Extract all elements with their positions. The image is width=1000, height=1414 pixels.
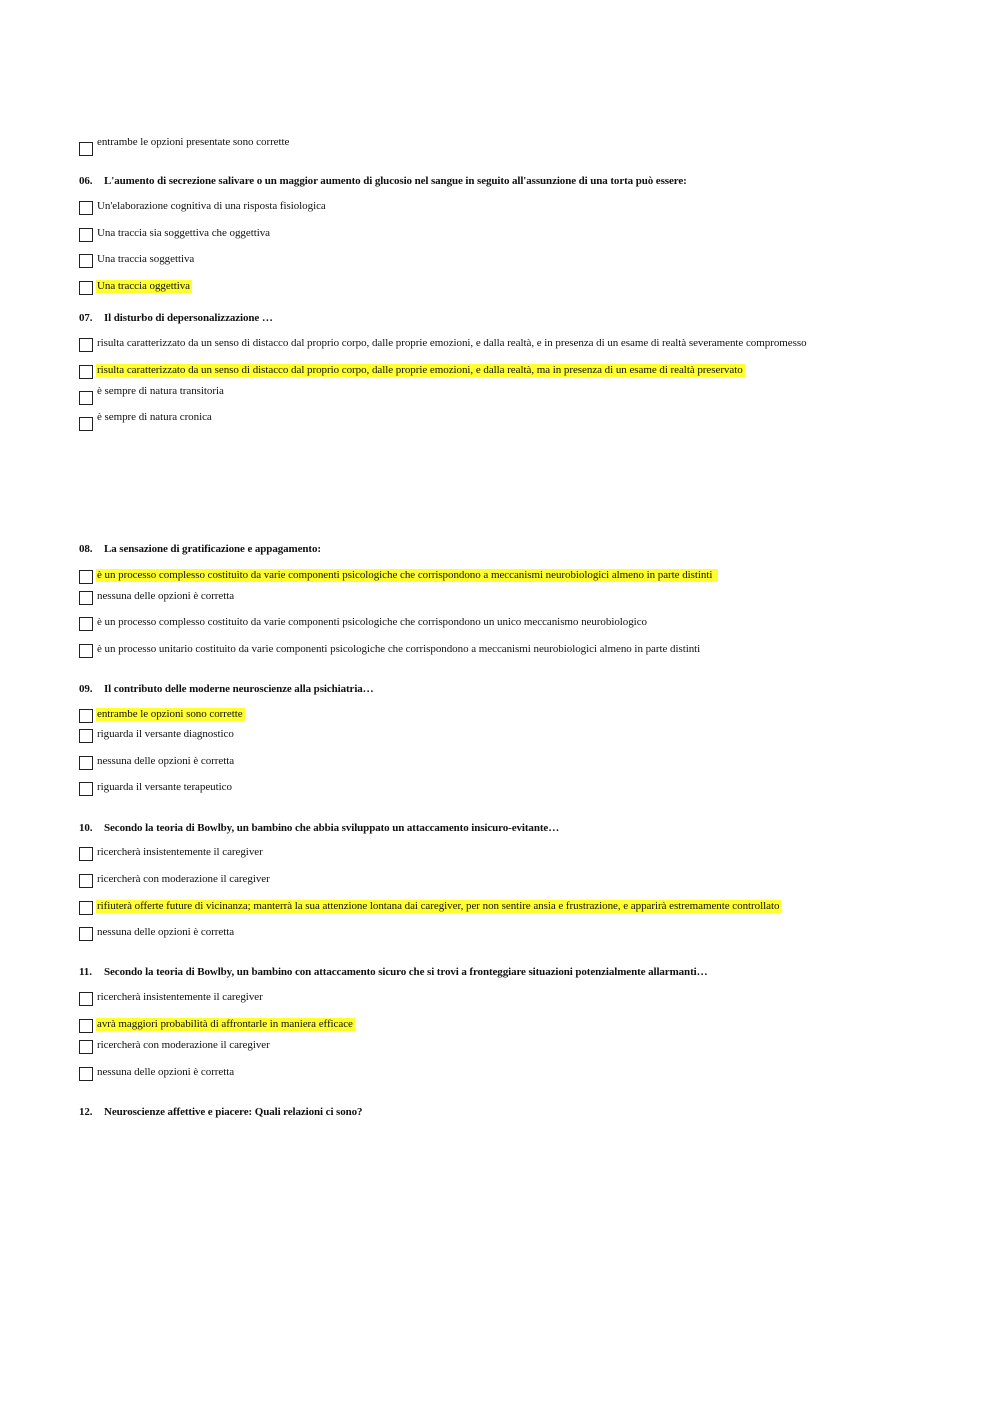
checkbox[interactable] bbox=[79, 142, 93, 156]
checkbox[interactable] bbox=[79, 1040, 93, 1054]
question-07 bbox=[79, 312, 273, 324]
question-text: L'aumento di secrezione salivare o un maggior aumento di glucosio nel sangue in seguito all'assunzione di una torta può essere: bbox=[104, 175, 687, 187]
checkbox[interactable] bbox=[79, 281, 93, 295]
checkbox[interactable] bbox=[79, 228, 93, 242]
option-label: Un'elaborazione cognitiva di una risposta fisiologica bbox=[97, 200, 326, 212]
option-label: riguarda il versante terapeutico bbox=[97, 781, 232, 793]
question-number: 07. bbox=[79, 312, 93, 324]
checkbox[interactable] bbox=[79, 338, 93, 352]
question-number: 11. bbox=[79, 966, 92, 978]
option-label: risulta caratterizzato da un senso di distacco dal proprio corpo, dalle proprie emozioni, e dalla realtà, e in presenza di un esame di realtà severamente compromesso bbox=[97, 337, 807, 349]
option-label-highlighted: risulta caratterizzato da un senso di distacco dal proprio corpo, dalle proprie emozioni, e dalla realtà, ma in presenza di un esame di realtà preservato bbox=[97, 364, 743, 376]
question-11 bbox=[79, 966, 708, 978]
question-text: Secondo la teoria di Bowlby, un bambino che abbia sviluppato un attaccamento insicuro-evitante… bbox=[104, 822, 560, 834]
checkbox[interactable] bbox=[79, 927, 93, 941]
question-number: 12. bbox=[79, 1106, 93, 1118]
option-label: ricercherà insistentemente il caregiver bbox=[97, 991, 263, 1003]
question-number: 09. bbox=[79, 683, 93, 695]
option-label: Una traccia sia soggettiva che oggettiva bbox=[97, 227, 271, 239]
option-label-highlighted: avrà maggiori probabilità di affrontarle in maniera efficace bbox=[97, 1018, 353, 1030]
checkbox[interactable] bbox=[79, 756, 93, 770]
checkbox[interactable] bbox=[79, 365, 93, 379]
question-12 bbox=[79, 1106, 362, 1118]
question-10 bbox=[79, 822, 559, 834]
option-label: nessuna delle opzioni è corretta bbox=[97, 926, 235, 938]
checkbox[interactable] bbox=[79, 591, 93, 605]
checkbox[interactable] bbox=[79, 847, 93, 861]
option-label-highlighted: entrambe le opzioni sono corrette bbox=[97, 708, 243, 720]
option-label: è sempre di natura transitoria bbox=[97, 385, 224, 397]
question-08 bbox=[79, 543, 321, 555]
question-09 bbox=[79, 683, 374, 695]
option-label: nessuna delle opzioni è corretta bbox=[97, 590, 235, 602]
question-text: Neuroscienze affettive e piacere: Quali relazioni ci sono? bbox=[104, 1106, 363, 1118]
checkbox[interactable] bbox=[79, 570, 93, 584]
option-label: nessuna delle opzioni è corretta bbox=[97, 1066, 235, 1078]
checkbox[interactable] bbox=[79, 617, 93, 631]
checkbox[interactable] bbox=[79, 1019, 93, 1033]
question-text: Il contributo delle moderne neuroscienze alla psichiatria… bbox=[104, 683, 374, 695]
checkbox[interactable] bbox=[79, 417, 93, 431]
question-text: Secondo la teoria di Bowlby, un bambino con attaccamento sicuro che si trovi a fronteggiare situazioni potenzialmente allarmanti… bbox=[104, 966, 708, 978]
option-label: ricercherà con moderazione il caregiver bbox=[97, 873, 270, 885]
question-number: 08. bbox=[79, 543, 93, 555]
question-number: 10. bbox=[79, 822, 93, 834]
option-label: nessuna delle opzioni è corretta bbox=[97, 755, 235, 767]
checkbox[interactable] bbox=[79, 644, 93, 658]
option-label: entrambe le opzioni presentate sono corrette bbox=[97, 136, 290, 148]
checkbox[interactable] bbox=[79, 901, 93, 915]
checkbox[interactable] bbox=[79, 729, 93, 743]
checkbox[interactable] bbox=[79, 1067, 93, 1081]
option-label: ricercherà con moderazione il caregiver bbox=[97, 1039, 270, 1051]
checkbox[interactable] bbox=[79, 709, 93, 723]
option-label: ricercherà insistentemente il caregiver bbox=[97, 846, 263, 858]
checkbox[interactable] bbox=[79, 874, 93, 888]
checkbox[interactable] bbox=[79, 391, 93, 405]
option-label: è un processo complesso costituito da varie componenti psicologiche che corrispondono un unico meccanismo neurobiologico bbox=[97, 616, 647, 628]
option-label-highlighted: è un processo complesso costituito da varie componenti psicologiche che corrispondono a meccanismi neurobiologici almeno in parte distinti bbox=[96, 569, 718, 582]
checkbox[interactable] bbox=[79, 992, 93, 1006]
option-label: Una traccia soggettiva bbox=[97, 253, 195, 265]
option-label: è un processo unitario costituito da varie componenti psicologiche che corrispondono a meccanismi neurobiologici almeno in parte distinti bbox=[97, 643, 701, 655]
option-label: è sempre di natura cronica bbox=[97, 411, 212, 423]
question-06 bbox=[79, 175, 687, 187]
question-number: 06. bbox=[79, 175, 93, 187]
question-text: Il disturbo di depersonalizzazione … bbox=[104, 312, 273, 324]
checkbox[interactable] bbox=[79, 782, 93, 796]
option-label-highlighted: rifiuterà offerte future di vicinanza; manterrà la sua attenzione lontana dai caregiver, per non sentire ansia e frustrazione, e apparirà estremamente controllato bbox=[97, 900, 780, 912]
question-text: La sensazione di gratificazione e appagamento: bbox=[104, 543, 321, 555]
checkbox[interactable] bbox=[79, 254, 93, 268]
checkbox[interactable] bbox=[79, 201, 93, 215]
option-label-highlighted: Una traccia oggettiva bbox=[97, 280, 191, 292]
option-label: riguarda il versante diagnostico bbox=[97, 728, 234, 740]
